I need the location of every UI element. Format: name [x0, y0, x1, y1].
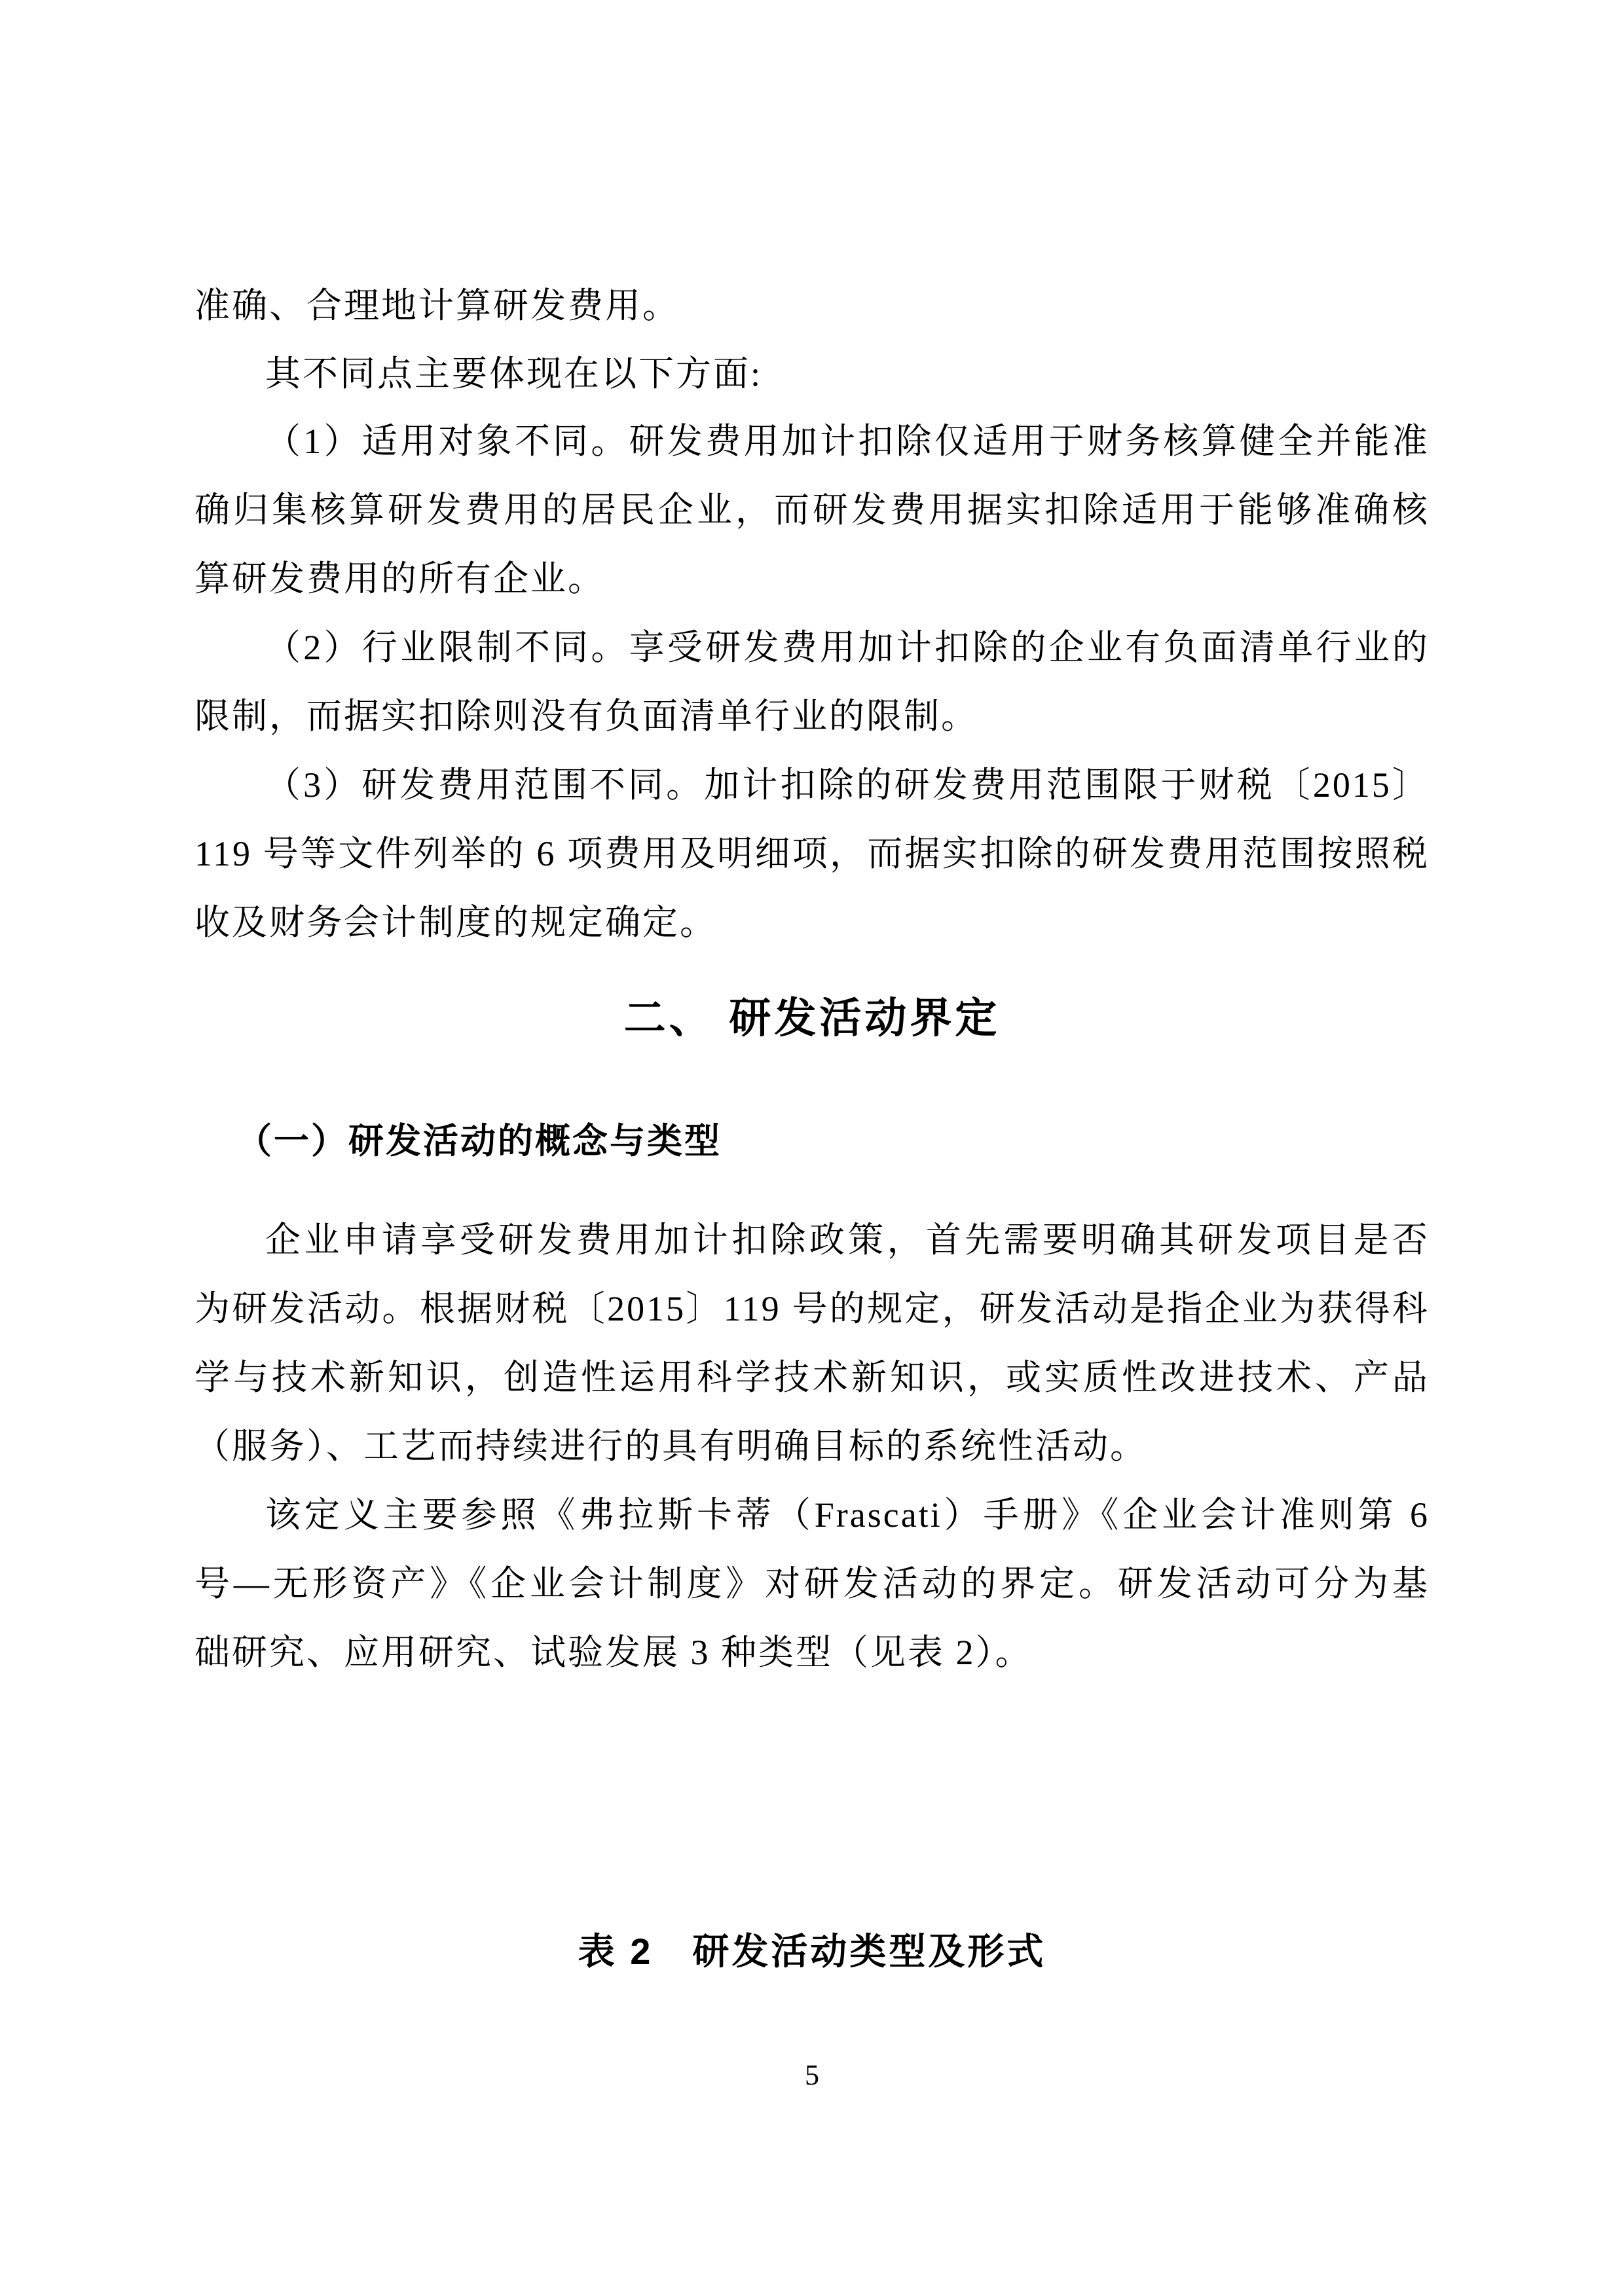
text-line: 该定义主要参照《弗拉斯卡蒂（Frascati）手册》《企业会计准则第 6 [265, 1495, 1430, 1535]
text-line: 算研发费用的所有企业。 [194, 559, 605, 598]
text-line: （服务）、工艺而持续进行的具有明确目标的系统性活动。 [194, 1427, 1147, 1466]
page-number: 5 [805, 2059, 819, 2091]
text-line: 号—无形资产》《企业会计制度》对研发活动的界定。研发活动可分为基 [194, 1564, 1430, 1603]
paragraph [194, 1481, 1430, 1687]
text-line: 学与技术新知识，创造性运用科学技术新知识，或实质性改进技术、产品 [194, 1358, 1430, 1397]
text-line: （2）行业限制不同。享受研发费用加计扣除的企业有负面清单行业的 [265, 628, 1430, 667]
paragraph [194, 613, 1430, 751]
section-heading: 二、 研发活动界定 [623, 994, 1001, 1042]
text-line: 为研发活动。根据财税〔2015〕119 号的规定，研发活动是指企业为获得科 [194, 1289, 1430, 1328]
text-line: 限制，而据实扣除则没有负面清单行业的限制。 [194, 697, 978, 736]
text-line: 119 号等文件列举的 6 项费用及明细项，而据实扣除的研发费用范围按照税 [194, 834, 1430, 873]
text-line: 确归集核算研发费用的居民企业，而研发费用据实扣除适用于能够准确核 [194, 490, 1430, 530]
sub-heading: （一）研发活动的概念与类型 [236, 1121, 722, 1161]
text-line: 础研究、应用研究、试验发展 3 种类型（见表 2）。 [194, 1633, 1033, 1672]
text-line: （3）研发费用范围不同。加计扣除的研发费用范围限于财税〔2015〕 [265, 765, 1430, 805]
paragraph [194, 407, 1430, 613]
text-line: 收及财务会计制度的规定确定。 [194, 903, 717, 942]
text-line: （1）适用对象不同。研发费用加计扣除仅适用于财务核算健全并能准 [265, 422, 1430, 461]
paragraph [194, 340, 1430, 409]
text-line: 其不同点主要体现在以下方面: [265, 354, 763, 393]
paragraph [194, 1206, 1430, 1481]
paragraph [194, 272, 1430, 340]
text-line: 准确、合理地计算研发费用。 [194, 286, 680, 325]
table-caption: 表 2 研发活动类型及形式 [578, 1931, 1046, 1972]
paragraph [194, 751, 1430, 957]
text-line: 企业申请享受研发费用加计扣除政策，首先需要明确其研发项目是否 [265, 1220, 1430, 1260]
